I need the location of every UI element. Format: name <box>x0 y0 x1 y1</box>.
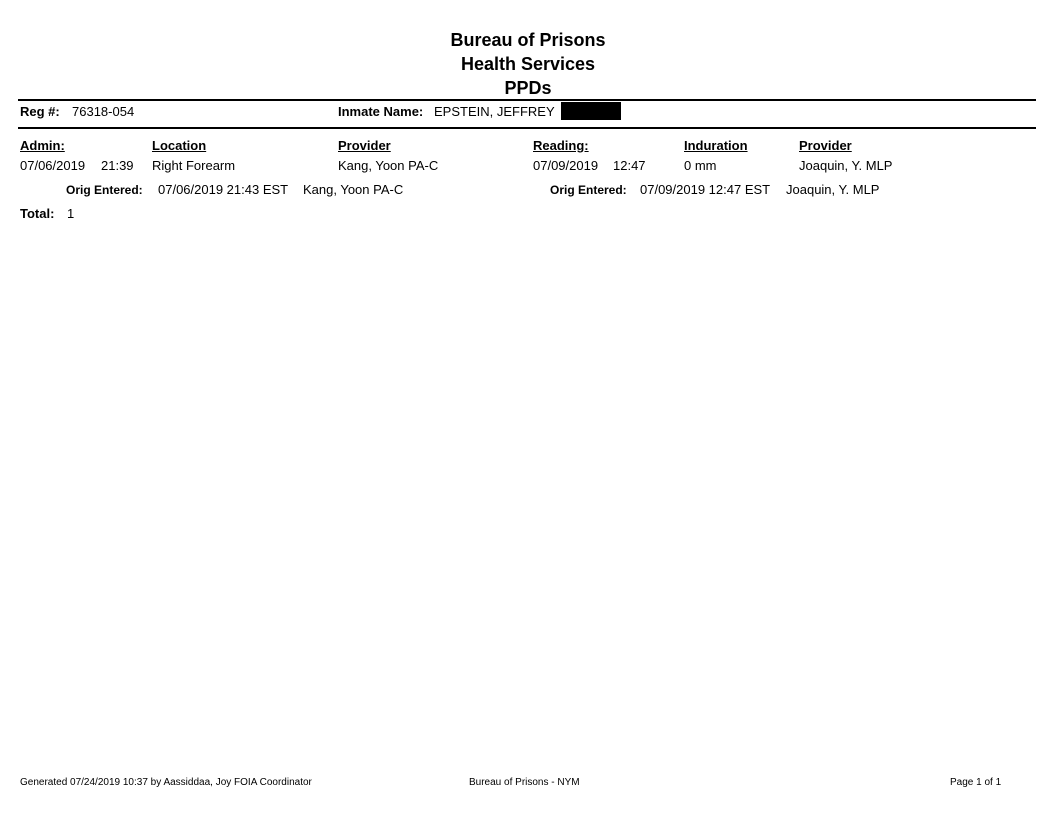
col-header-provider-reading: Provider <box>799 138 852 153</box>
footer-facility: Bureau of Prisons - NYM <box>469 777 580 788</box>
orig-entered-admin-timestamp: 07/06/2019 21:43 EST <box>158 182 289 197</box>
reading-provider: Joaquin, Y. MLP <box>799 158 893 173</box>
col-header-admin: Admin: <box>20 138 65 153</box>
orig-entered-admin-provider: Kang, Yoon PA-C <box>303 182 404 197</box>
col-header-provider-admin: Provider <box>338 138 391 153</box>
report-title-agency: Bureau of Prisons <box>450 30 606 50</box>
orig-entered-reading-timestamp: 07/09/2019 12:47 EST <box>640 182 771 197</box>
orig-entered-label-admin: Orig Entered: <box>66 183 143 197</box>
reg-number-label: Reg #: <box>20 104 60 119</box>
total-label: Total: <box>20 206 55 221</box>
inmate-name-value: EPSTEIN, JEFFREY <box>434 104 555 119</box>
header-top-rule <box>18 99 1036 101</box>
header-bottom-rule <box>18 127 1036 129</box>
admin-date: 07/06/2019 <box>20 158 86 173</box>
admin-location: Right Forearm <box>152 158 236 173</box>
col-header-location: Location <box>152 138 207 153</box>
report-title-report: PPDs <box>504 78 552 98</box>
footer-generated: Generated 07/24/2019 10:37 by Aassiddaa, Joy FOIA Coordinator <box>20 777 312 788</box>
report-title-department: Health Services <box>460 54 596 74</box>
admin-time: 21:39 <box>101 158 134 173</box>
col-header-induration: Induration <box>684 138 748 153</box>
reg-number-value: 76318-054 <box>72 104 135 119</box>
orig-entered-reading-provider: Joaquin, Y. MLP <box>786 182 880 197</box>
admin-provider: Kang, Yoon PA-C <box>338 158 439 173</box>
induration-value: 0 mm <box>684 158 717 173</box>
reading-time: 12:47 <box>613 158 646 173</box>
inmate-name-label: Inmate Name: <box>338 104 424 119</box>
reading-date: 07/09/2019 <box>533 158 599 173</box>
footer-page-number: Page 1 of 1 <box>950 777 1002 788</box>
col-header-reading: Reading: <box>533 138 589 153</box>
orig-entered-label-reading: Orig Entered: <box>550 183 627 197</box>
redaction-block <box>561 102 621 120</box>
total-value: 1 <box>67 206 75 221</box>
